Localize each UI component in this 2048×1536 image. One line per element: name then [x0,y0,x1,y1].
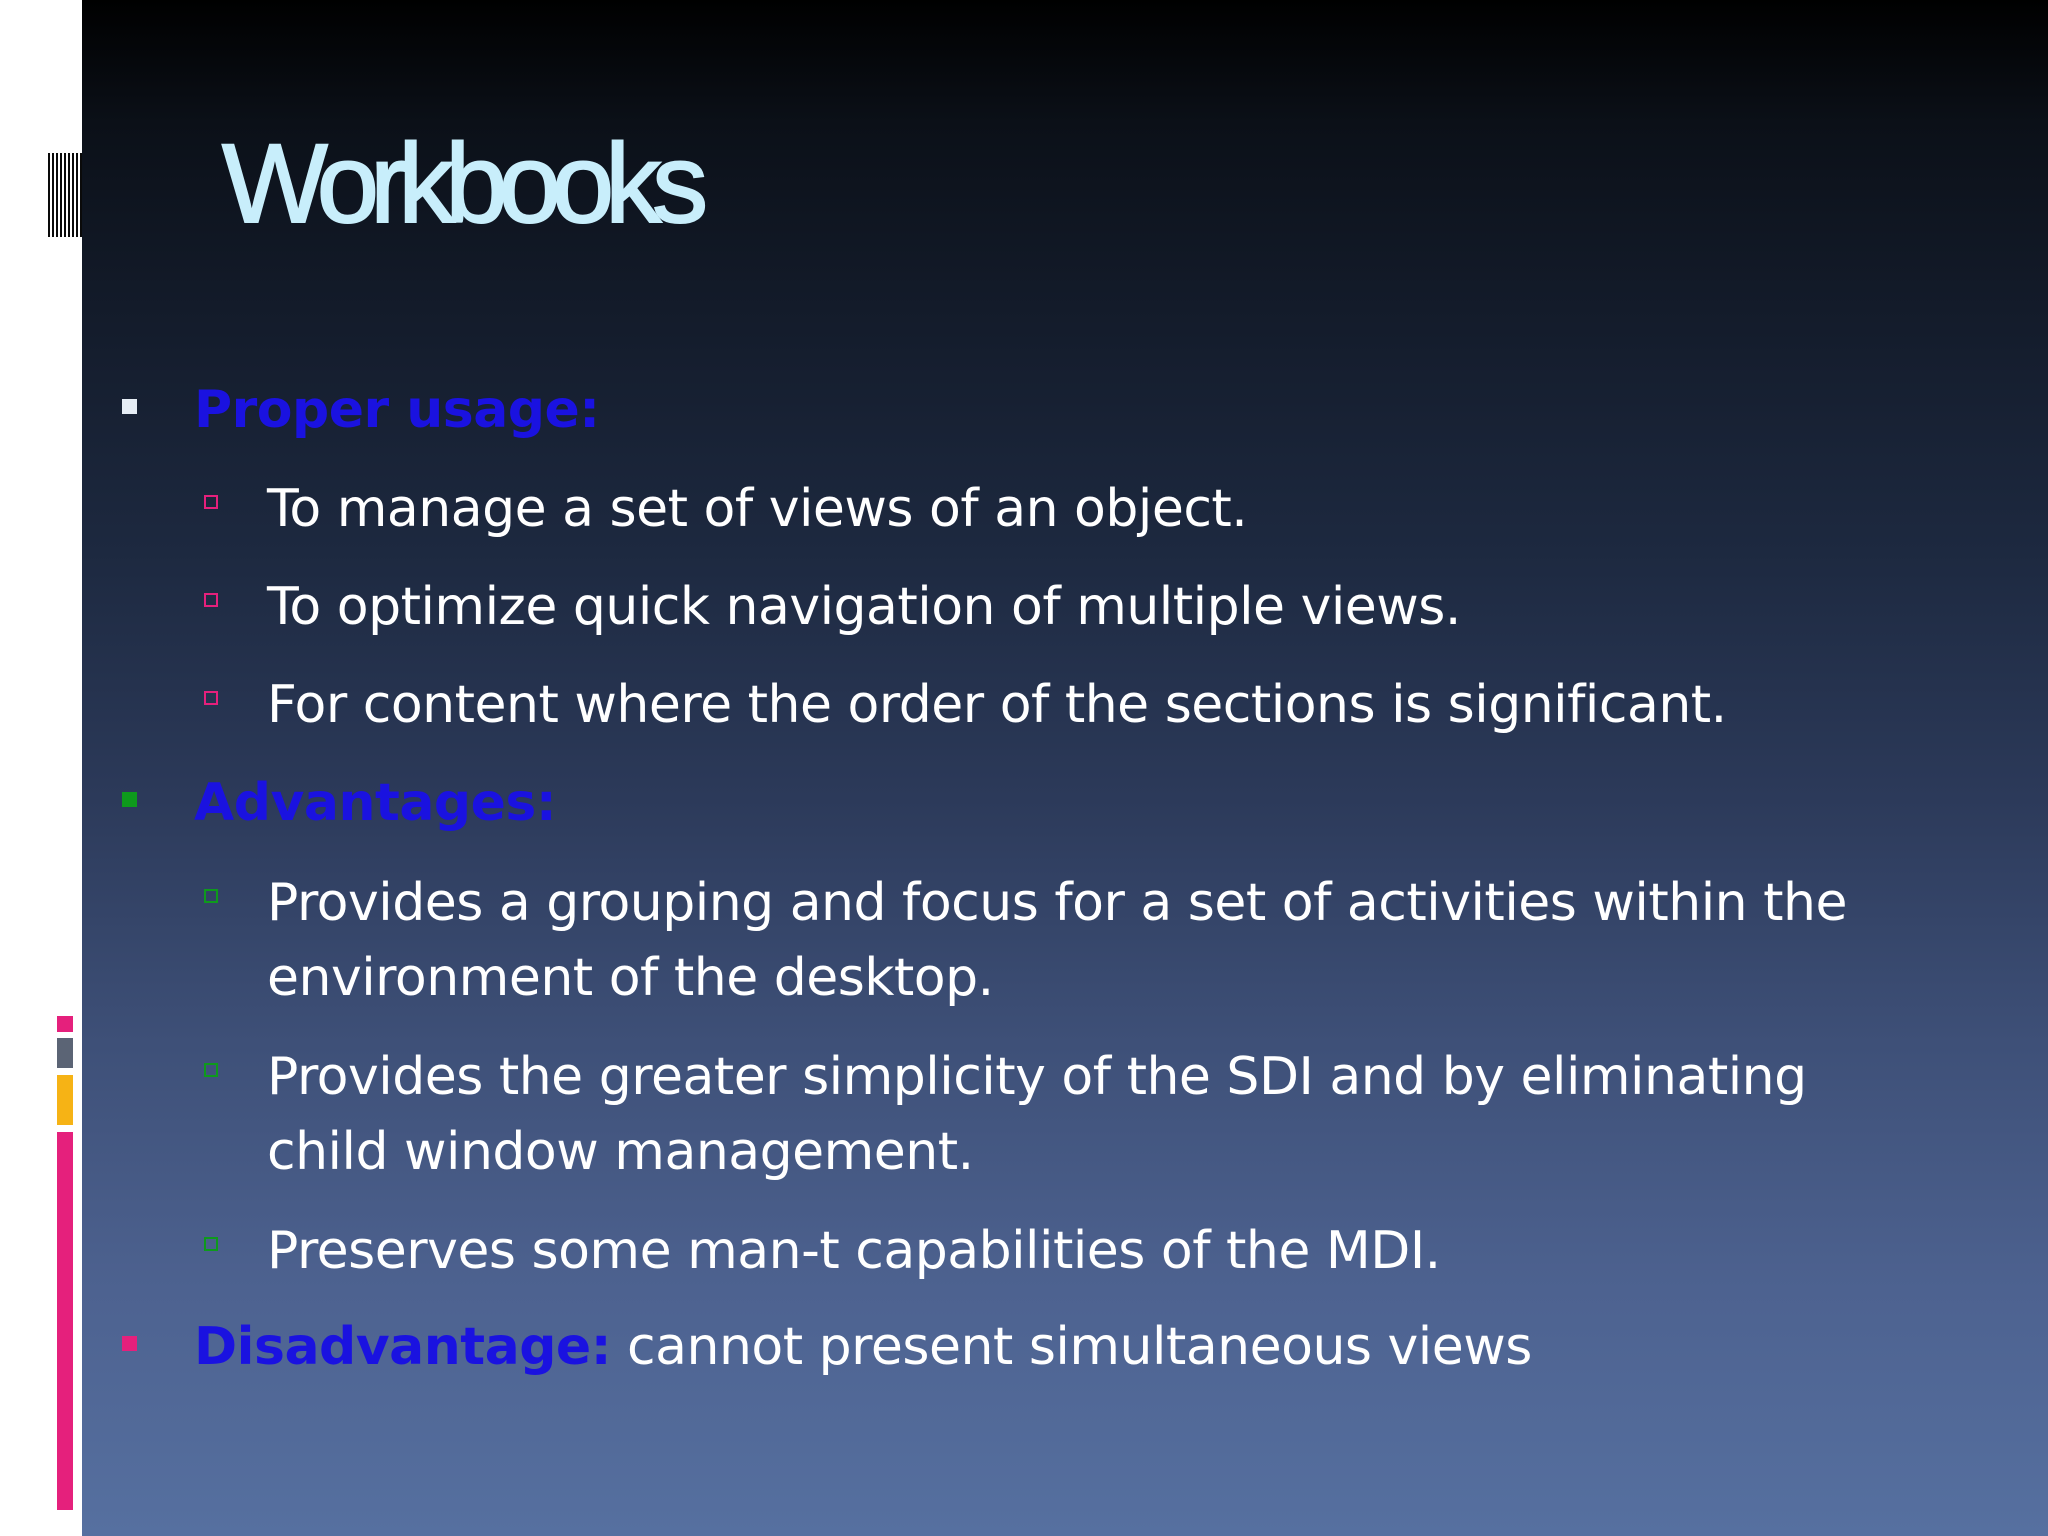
disadvantage-line [194,1310,1532,1384]
accent-bar-pink-long [57,1132,73,1510]
advantages-item-2-line-1: Provides the greater simplicity of the SDI and by eliminating [267,1047,1807,1107]
accent-bar-pink-small [57,1016,73,1032]
bullet-disadvantage [122,1336,137,1351]
heading-disadvantage: Disadvantage: [194,1317,611,1377]
bullet-proper-usage [122,399,137,414]
advantages-item-2-line-2: child window management. [267,1122,974,1182]
slide-title: Workbooks [222,121,700,246]
sub-bullet [204,1063,218,1077]
sub-bullet [204,495,218,509]
advantages-item-1-line-2: environment of the desktop. [267,948,994,1008]
advantages-item-3: Preserves some man-t capabilities of the MDI. [267,1221,1441,1281]
left-decoration-strip [0,0,82,1536]
advantages-item-1-line-1: Provides a grouping and focus for a set of activities within the [267,873,1847,933]
barcode-decoration [48,153,82,237]
proper-usage-item-2: To optimize quick navigation of multiple views. [267,577,1461,637]
slide-body [82,0,2048,1536]
sub-bullet [204,1237,218,1251]
sub-bullet [204,691,218,705]
bullet-advantages [122,792,137,807]
disadvantage-text: cannot present simultaneous views [611,1317,1532,1377]
accent-bar-yellow [57,1075,73,1125]
heading-advantages: Advantages: [194,773,557,833]
sub-bullet [204,593,218,607]
proper-usage-item-3: For content where the order of the sections is significant. [267,675,1727,735]
accent-bar-gray [57,1038,73,1068]
sub-bullet [204,889,218,903]
proper-usage-item-1: To manage a set of views of an object. [267,479,1248,539]
heading-proper-usage: Proper usage: [194,380,600,440]
